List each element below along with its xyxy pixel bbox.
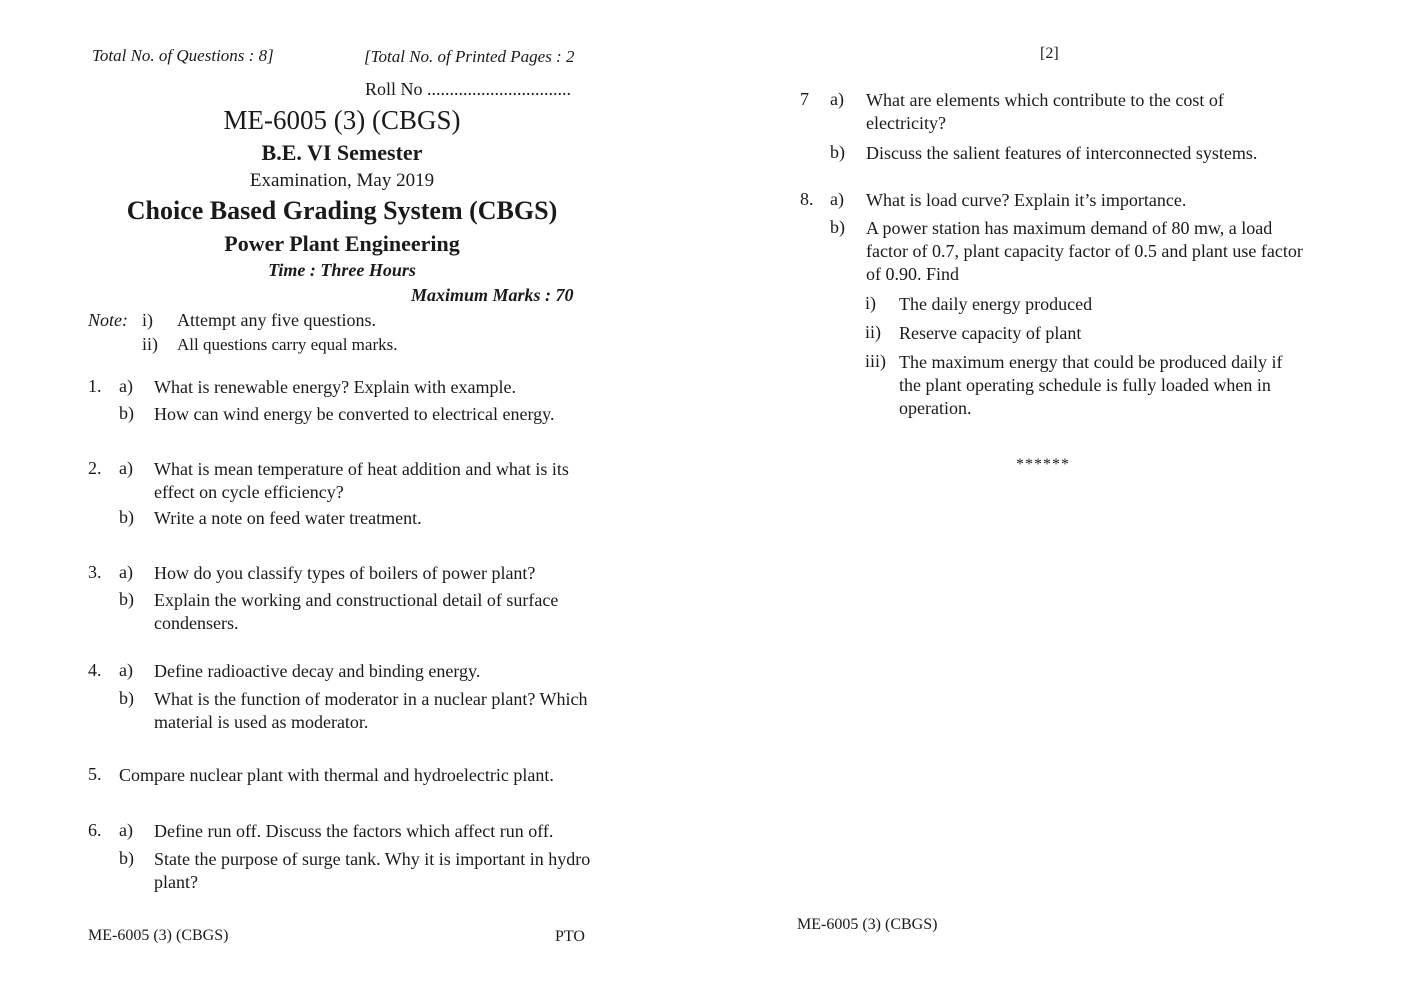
max-marks: Maximum Marks : 70 — [411, 285, 574, 305]
question-number: 8. — [800, 189, 814, 209]
part-label: a) — [830, 189, 844, 209]
note-item-text: All questions carry equal marks. — [177, 335, 398, 354]
part-label: b) — [119, 848, 134, 868]
part-label: b) — [119, 403, 134, 423]
question-text: Write a note on feed water treatment. — [154, 508, 422, 528]
question-text: A power station has maximum demand of 80 mw, a load factor of 0.7, plant capacity factor of 0.5 and plant use factor of 0.90. Find — [866, 218, 1303, 284]
question-text: What are elements which contribute to the cost of electricity? — [866, 90, 1224, 133]
right-page — [702, 0, 1404, 992]
question-text: What is mean temperature of heat addition and what is its effect on cycle efficiency? — [154, 459, 569, 502]
exam-session: Examination, May 2019 — [249, 170, 435, 191]
part-label: a) — [119, 376, 133, 396]
question-text: State the purpose of surge tank. Why it is important in hydro plant? — [154, 849, 591, 892]
question-text: How can wind energy be converted to electrical energy. — [154, 404, 555, 424]
question-text: Explain the working and constructional detail of surface condensers. — [154, 590, 559, 633]
semester: B.E. VI Semester — [261, 140, 423, 165]
note-item-num: ii) — [142, 334, 158, 354]
total-questions: Total No. of Questions : 8] — [92, 46, 274, 65]
question-text: How do you classify types of boilers of power plant? — [154, 563, 536, 583]
footer-code: ME-6005 (3) (CBGS) — [797, 916, 938, 933]
total-pages: [Total No. of Printed Pages : 2 — [364, 47, 575, 66]
part-label: b) — [830, 142, 845, 162]
question-number: 5. — [88, 764, 102, 784]
part-label: b) — [830, 217, 845, 237]
question-number: 6. — [88, 820, 102, 840]
question-text: Define run off. Discuss the factors which affect run off. — [154, 821, 554, 841]
subpart-label: ii) — [865, 322, 881, 342]
subpart-text: The maximum energy that could be produced daily if the plant operating schedule is fully loaded when in operation. — [899, 352, 1283, 418]
question-text: What is the function of moderator in a nuclear plant? Which material is used as moderator. — [154, 689, 588, 732]
note-label: Note: — [88, 310, 128, 330]
subpart-text: The daily energy produced — [899, 294, 1093, 314]
question-number: 7 — [800, 89, 809, 109]
note-item-num: i) — [142, 310, 153, 330]
footer-code: ME-6005 (3) (CBGS) — [88, 927, 229, 944]
roll-no: Roll No ................................ — [365, 79, 572, 99]
subpart-label: i) — [865, 293, 876, 313]
question-text: What is renewable energy? Explain with example. — [154, 377, 517, 397]
question-text: Compare nuclear plant with thermal and hydroelectric plant. — [119, 765, 554, 785]
footer-pto: PTO — [555, 928, 585, 945]
subject-title: Power Plant Engineering — [224, 231, 460, 256]
part-label: b) — [119, 507, 134, 527]
paper-code: ME-6005 (3) (CBGS) — [223, 105, 461, 135]
note-item-text: Attempt any five questions. — [177, 310, 376, 330]
subpart-label: iii) — [865, 351, 886, 371]
part-label: b) — [119, 589, 134, 609]
time: Time : Three Hours — [268, 260, 416, 280]
end-mark: ****** — [1016, 456, 1070, 473]
subpart-text: Reserve capacity of plant — [899, 323, 1082, 343]
question-text: Discuss the salient features of interconnected systems. — [866, 143, 1258, 163]
question-text: Define radioactive decay and binding energy. — [154, 661, 481, 681]
question-text: What is load curve? Explain it’s importance. — [866, 190, 1187, 210]
part-label: b) — [119, 688, 134, 708]
question-number: 3. — [88, 562, 102, 582]
page-number: [2] — [1040, 45, 1059, 62]
part-label: a) — [119, 562, 133, 582]
question-number: 1. — [88, 376, 102, 396]
part-label: a) — [119, 820, 133, 840]
question-number: 4. — [88, 660, 102, 680]
part-label: a) — [830, 89, 844, 109]
question-number: 2. — [88, 458, 102, 478]
grading-system: Choice Based Grading System (CBGS) — [126, 196, 558, 225]
part-label: a) — [119, 458, 133, 478]
part-label: a) — [119, 660, 133, 680]
